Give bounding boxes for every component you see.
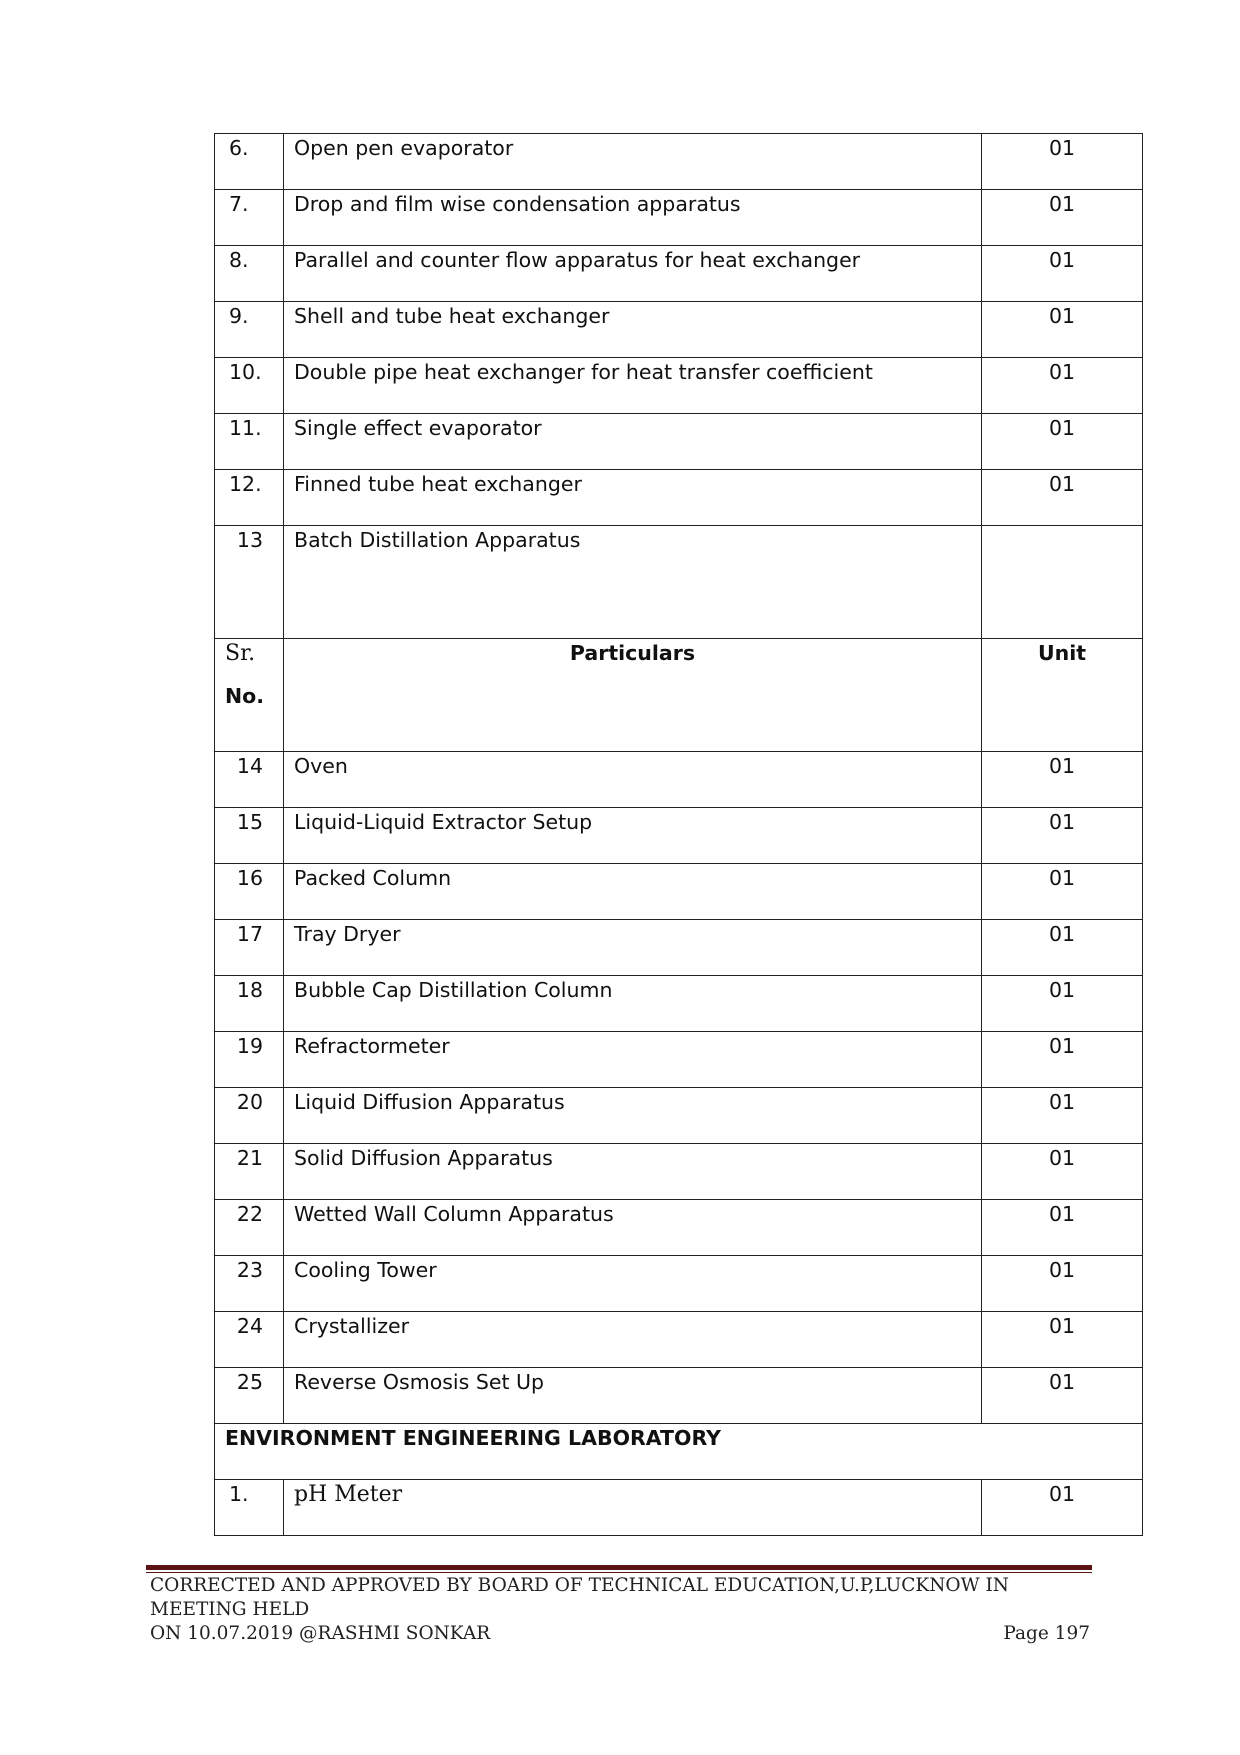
sr-value: 9. bbox=[229, 304, 249, 328]
table-row bbox=[215, 526, 1143, 639]
sr-cell bbox=[215, 1144, 284, 1200]
unit-value: 01 bbox=[1048, 304, 1076, 328]
unit-cell bbox=[982, 1088, 1143, 1144]
table-row bbox=[215, 358, 1143, 414]
table-row bbox=[215, 1256, 1143, 1312]
particular-value: Parallel and counter flow apparatus for heat exchanger bbox=[294, 248, 861, 272]
unit-cell bbox=[982, 1312, 1143, 1368]
unit-value: 01 bbox=[1048, 1258, 1076, 1282]
sr-cell bbox=[215, 1256, 284, 1312]
unit-value: 01 bbox=[1048, 922, 1076, 946]
table-row bbox=[215, 1368, 1143, 1424]
sr-value: 11. bbox=[229, 416, 262, 440]
table-row bbox=[215, 1088, 1143, 1144]
page-number: Page 197 bbox=[1003, 1623, 1090, 1644]
table-row bbox=[215, 752, 1143, 808]
particular-value: Shell and tube heat exchanger bbox=[294, 304, 610, 328]
particular-cell bbox=[284, 1088, 982, 1144]
particular-cell bbox=[284, 1144, 982, 1200]
unit-cell bbox=[982, 1200, 1143, 1256]
sr-value: 1. bbox=[229, 1482, 249, 1506]
sr-value: 23 bbox=[236, 1258, 263, 1282]
particular-value: Finned tube heat exchanger bbox=[294, 472, 582, 496]
footer-divider bbox=[146, 1565, 1092, 1570]
table-row bbox=[215, 1144, 1143, 1200]
sr-cell bbox=[215, 414, 284, 470]
sr-value: 14 bbox=[236, 754, 263, 778]
unit-cell bbox=[982, 526, 1143, 639]
sr-value: 17 bbox=[236, 922, 263, 946]
unit-value: 01 bbox=[1048, 1314, 1076, 1338]
sr-cell bbox=[215, 246, 284, 302]
unit-value: 01 bbox=[1048, 192, 1076, 216]
table-row bbox=[215, 1032, 1143, 1088]
particular-value: Cooling Tower bbox=[294, 1258, 437, 1282]
sr-cell bbox=[215, 1312, 284, 1368]
sr-value: 16 bbox=[236, 866, 263, 890]
unit-cell bbox=[982, 470, 1143, 526]
sr-value: 21 bbox=[236, 1146, 263, 1170]
particular-cell bbox=[284, 808, 982, 864]
unit-value: 01 bbox=[1048, 360, 1076, 384]
unit-cell bbox=[982, 976, 1143, 1032]
unit-cell bbox=[982, 246, 1143, 302]
particular-cell bbox=[284, 1032, 982, 1088]
sr-value: 20 bbox=[236, 1090, 263, 1114]
sr-header-cell bbox=[215, 639, 284, 752]
table-row bbox=[215, 864, 1143, 920]
unit-value: 01 bbox=[1048, 136, 1076, 160]
unit-value bbox=[982, 526, 1142, 528]
sr-value: 8. bbox=[229, 248, 249, 272]
table-row bbox=[215, 246, 1143, 302]
sr-value: 12. bbox=[229, 472, 262, 496]
section-title: ENVIRONMENT ENGINEERING LABORATORY bbox=[225, 1426, 721, 1450]
sr-value: 19 bbox=[236, 1034, 263, 1058]
sr-value: 25 bbox=[236, 1370, 263, 1394]
unit-cell bbox=[982, 358, 1143, 414]
sr-cell bbox=[215, 920, 284, 976]
unit-header: Unit bbox=[1037, 641, 1087, 665]
unit-cell bbox=[982, 808, 1143, 864]
table-row bbox=[215, 190, 1143, 246]
table-row bbox=[215, 470, 1143, 526]
table-row bbox=[215, 976, 1143, 1032]
particular-cell bbox=[284, 358, 982, 414]
particular-cell bbox=[284, 1368, 982, 1424]
sr-header-bottom: No. bbox=[225, 684, 265, 708]
sr-cell bbox=[215, 976, 284, 1032]
table-row bbox=[215, 808, 1143, 864]
particular-cell bbox=[284, 190, 982, 246]
sr-cell bbox=[215, 358, 284, 414]
sr-value: 13 bbox=[236, 528, 263, 552]
table-row bbox=[215, 302, 1143, 358]
sr-cell bbox=[215, 864, 284, 920]
unit-value: 01 bbox=[1048, 1146, 1076, 1170]
unit-value: 01 bbox=[1048, 1370, 1076, 1394]
particular-cell bbox=[284, 864, 982, 920]
particular-value: Packed Column bbox=[294, 866, 452, 890]
particular-value: Batch Distillation Apparatus bbox=[294, 528, 581, 552]
particulars-header-cell bbox=[284, 639, 982, 752]
sr-value: 22 bbox=[236, 1202, 263, 1226]
unit-cell bbox=[982, 1144, 1143, 1200]
sr-cell bbox=[215, 752, 284, 808]
unit-cell bbox=[982, 752, 1143, 808]
unit-value: 01 bbox=[1048, 810, 1076, 834]
table-row bbox=[215, 134, 1143, 190]
particular-value: Crystallizer bbox=[294, 1314, 410, 1338]
particular-cell bbox=[284, 246, 982, 302]
particular-cell bbox=[284, 1256, 982, 1312]
unit-cell bbox=[982, 1256, 1143, 1312]
unit-cell bbox=[982, 1032, 1143, 1088]
sr-cell bbox=[215, 134, 284, 190]
footer-divider-thin bbox=[146, 1572, 1092, 1573]
table-header-row bbox=[215, 639, 1143, 752]
unit-value: 01 bbox=[1048, 472, 1076, 496]
particular-value: Oven bbox=[294, 754, 348, 778]
unit-cell bbox=[982, 414, 1143, 470]
unit-cell bbox=[982, 864, 1143, 920]
particular-value: Bubble Cap Distillation Column bbox=[294, 978, 613, 1002]
particular-value: Liquid-Liquid Extractor Setup bbox=[294, 810, 593, 834]
sr-value: 10. bbox=[229, 360, 262, 384]
sr-cell bbox=[215, 808, 284, 864]
sr-cell bbox=[215, 1088, 284, 1144]
particular-value: Single effect evaporator bbox=[294, 416, 542, 440]
table-row bbox=[215, 1312, 1143, 1368]
particular-cell bbox=[284, 752, 982, 808]
unit-value: 01 bbox=[1048, 1202, 1076, 1226]
particular-value: pH Meter bbox=[294, 1482, 403, 1507]
particular-cell bbox=[284, 920, 982, 976]
particular-value: Double pipe heat exchanger for heat transfer coefficient bbox=[294, 360, 873, 384]
particular-value: Refractormeter bbox=[294, 1034, 450, 1058]
unit-value: 01 bbox=[1048, 866, 1076, 890]
sr-cell bbox=[215, 470, 284, 526]
equipment-table bbox=[214, 133, 1143, 1536]
sr-cell bbox=[215, 302, 284, 358]
section-title-cell bbox=[215, 1424, 1143, 1480]
particular-value: Drop and film wise condensation apparatus bbox=[294, 192, 741, 216]
sr-cell bbox=[215, 1368, 284, 1424]
particular-cell bbox=[284, 302, 982, 358]
particular-value: Wetted Wall Column Apparatus bbox=[294, 1202, 614, 1226]
particular-cell bbox=[284, 1200, 982, 1256]
sr-cell bbox=[215, 526, 284, 639]
sr-cell bbox=[215, 1480, 284, 1536]
section-row bbox=[215, 1424, 1143, 1480]
sr-cell bbox=[215, 1200, 284, 1256]
unit-value: 01 bbox=[1048, 416, 1076, 440]
particular-cell bbox=[284, 1312, 982, 1368]
sr-value: 15 bbox=[236, 810, 263, 834]
particular-cell bbox=[284, 414, 982, 470]
unit-cell bbox=[982, 920, 1143, 976]
unit-value: 01 bbox=[1048, 1482, 1076, 1506]
table-row bbox=[215, 1480, 1143, 1536]
unit-value: 01 bbox=[1048, 754, 1076, 778]
unit-cell bbox=[982, 1368, 1143, 1424]
particular-cell bbox=[284, 526, 982, 639]
particular-value: Liquid Diffusion Apparatus bbox=[294, 1090, 565, 1114]
sr-cell bbox=[215, 190, 284, 246]
sr-value: 7. bbox=[229, 192, 249, 216]
particular-value: Solid Diffusion Apparatus bbox=[294, 1146, 553, 1170]
footer-line-2: ON 10.07.2019 @RASHMI SONKAR bbox=[150, 1623, 491, 1644]
equipment-table-body bbox=[215, 134, 1143, 1536]
particular-value: Tray Dryer bbox=[294, 922, 401, 946]
unit-header-cell bbox=[982, 639, 1143, 752]
unit-value: 01 bbox=[1048, 1034, 1076, 1058]
particular-value: Open pen evaporator bbox=[294, 136, 514, 160]
unit-value: 01 bbox=[1048, 248, 1076, 272]
unit-value: 01 bbox=[1048, 978, 1076, 1002]
footer-line-1: CORRECTED AND APPROVED BY BOARD OF TECHNICAL EDUCATION,U.P,LUCKNOW IN MEETING HELD bbox=[150, 1575, 1009, 1620]
particular-cell bbox=[284, 976, 982, 1032]
sr-header-top: Sr. bbox=[225, 641, 256, 666]
table-row bbox=[215, 414, 1143, 470]
unit-cell bbox=[982, 302, 1143, 358]
sr-value: 18 bbox=[236, 978, 263, 1002]
unit-cell bbox=[982, 190, 1143, 246]
particular-cell bbox=[284, 470, 982, 526]
particular-cell bbox=[284, 134, 982, 190]
unit-cell bbox=[982, 134, 1143, 190]
table-row bbox=[215, 920, 1143, 976]
sr-value: 24 bbox=[236, 1314, 263, 1338]
particulars-header: Particulars bbox=[569, 641, 696, 665]
unit-value: 01 bbox=[1048, 1090, 1076, 1114]
particular-cell bbox=[284, 1480, 982, 1536]
unit-cell bbox=[982, 1480, 1143, 1536]
table-row bbox=[215, 1200, 1143, 1256]
sr-cell bbox=[215, 1032, 284, 1088]
particular-value: Reverse Osmosis Set Up bbox=[294, 1370, 545, 1394]
footer-note bbox=[150, 1574, 1095, 1646]
sr-value: 6. bbox=[229, 136, 249, 160]
